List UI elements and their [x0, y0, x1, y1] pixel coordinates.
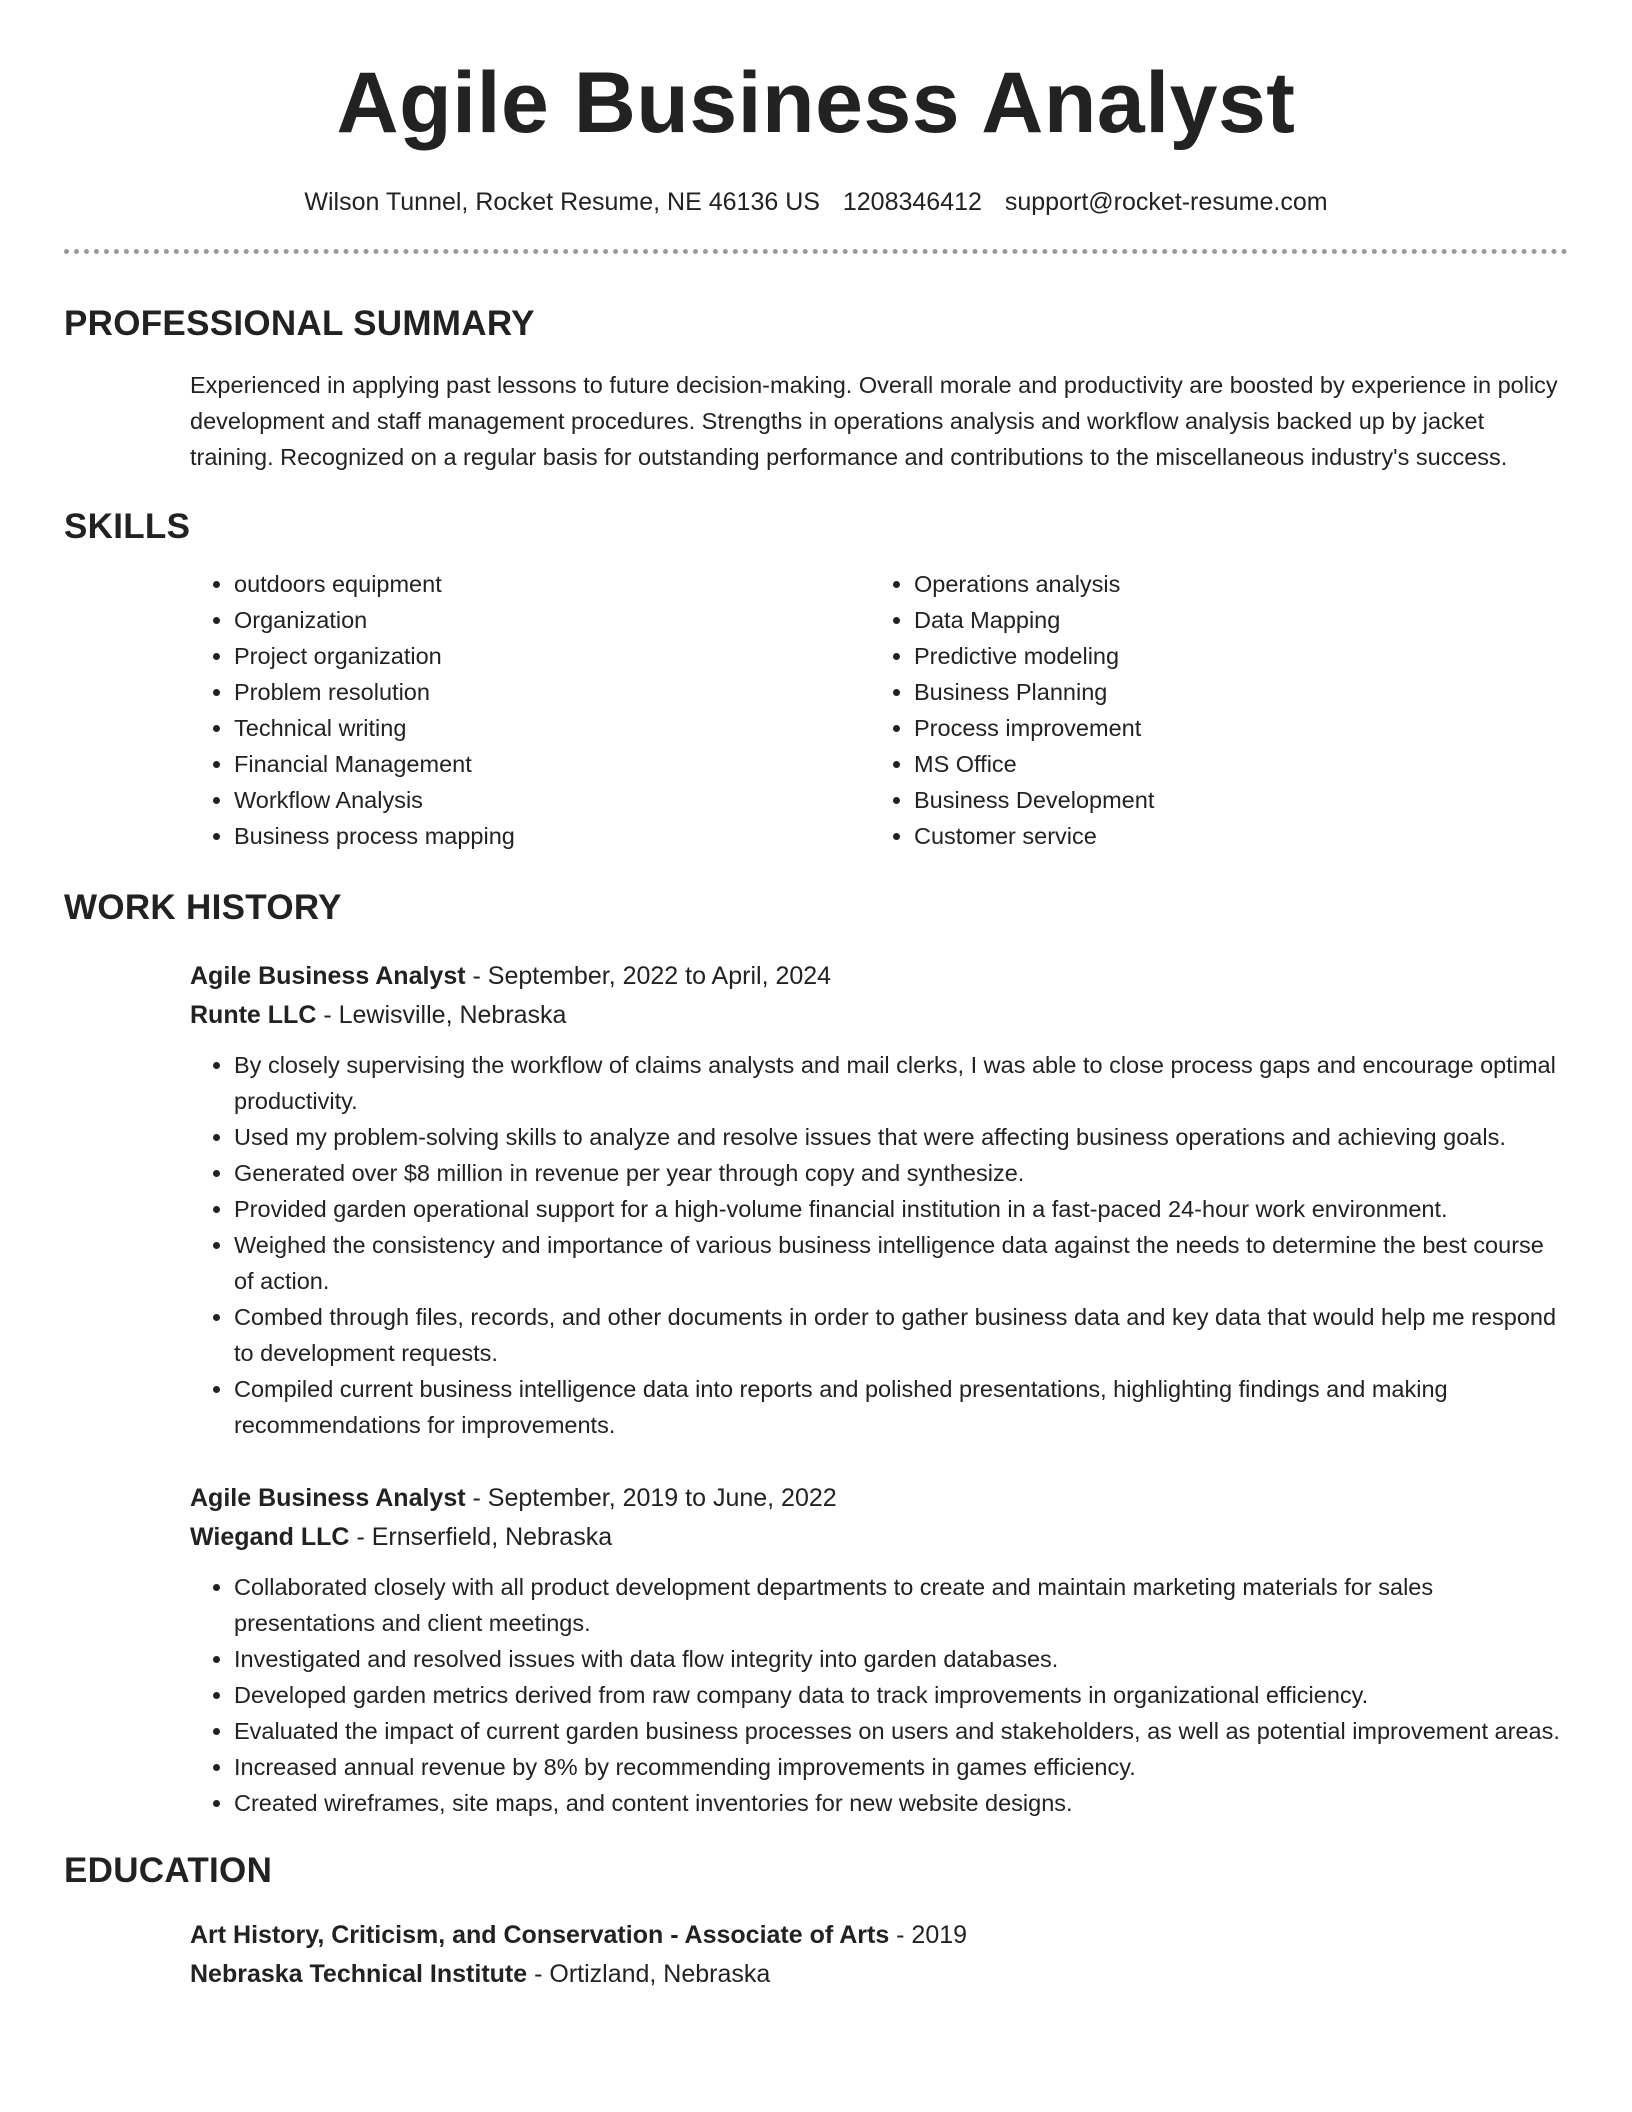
section-title-work-history: WORK HISTORY [64, 888, 342, 927]
skill-item: • outdoors equipment [234, 566, 870, 602]
job-title: Agile Business Analyst [190, 1484, 466, 1512]
job-location: - Lewisville, Nebraska [316, 1001, 567, 1029]
job-bullet: • Generated over $8 million in revenue per year through copy and synthesize. [234, 1155, 1568, 1191]
section-title-skills: SKILLS [64, 507, 191, 546]
skill-item: • MS Office [914, 746, 1550, 782]
education-year: - 2019 [889, 1921, 968, 1949]
job-company: Wiegand LLC [190, 1523, 350, 1551]
job-bullet: • Created wireframes, site maps, and content inventories for new website designs. [234, 1785, 1568, 1821]
job-bullet: • Collaborated closely with all product development departments to create and maintain marketing materials for sales presentations and client meetings. [234, 1569, 1568, 1641]
summary-text: Experienced in applying past lessons to future decision-making. Overall morale and productivity are boosted by experience in policy development and staff management procedures. Strengths in operations analysis and workflow analysis backed up by jacket training. Recognized on a regular basis for outstanding performance and contributions to the miscellaneous industry's success. [190, 372, 1558, 470]
skill-item: • Customer service [914, 818, 1550, 854]
job-bullet: • Combed through files, records, and other documents in order to gather business data and key data that would help me respond to development requests. [234, 1299, 1568, 1371]
education-degree: Art History, Criticism, and Conservation - Associate of Arts [190, 1921, 890, 1949]
skill-item: • Technical writing [234, 710, 870, 746]
job-company-line [190, 996, 1568, 1035]
skills-list [190, 566, 1568, 854]
education-school: Nebraska Technical Institute [190, 1960, 528, 1988]
skill-item: • Operations analysis [914, 566, 1550, 602]
job-dates: - September, 2022 to April, 2024 [465, 962, 832, 990]
job-dates: - September, 2019 to June, 2022 [465, 1484, 837, 1512]
education-entry [190, 1916, 1568, 1994]
skill-item: • Process improvement [914, 710, 1550, 746]
job-company: Runte LLC [190, 1001, 317, 1029]
job-title-line [190, 1479, 1568, 1518]
skills-column-right [870, 566, 1550, 854]
job-bullet: • By closely supervising the workflow of claims analysts and mail clerks, I was able to close process gaps and encourage optimal productivity. [234, 1047, 1568, 1119]
job-entry [190, 957, 1568, 1443]
skill-item: • Workflow Analysis [234, 782, 870, 818]
job-bullets [190, 1569, 1568, 1821]
job-title-line [190, 957, 1568, 996]
skill-item: • Predictive modeling [914, 638, 1550, 674]
contact-line [64, 190, 1568, 215]
skill-item: • Organization [234, 602, 870, 638]
job-bullet: • Provided garden operational support for a high-volume financial institution in a fast-paced 24-hour work environment. [234, 1191, 1568, 1227]
contact-address: Wilson Tunnel, Rocket Resume, NE 46136 US [304, 188, 820, 216]
education-location: - Ortizland, Nebraska [527, 1960, 771, 1988]
job-title: Agile Business Analyst [190, 962, 466, 990]
job-bullet: • Weighed the consistency and importance of various business intelligence data against the needs to determine the best course of action. [234, 1227, 1568, 1299]
job-bullet: • Used my problem-solving skills to analyze and resolve issues that were affecting business operations and achieving goals. [234, 1119, 1568, 1155]
skill-item: • Project organization [234, 638, 870, 674]
job-bullet: • Investigated and resolved issues with data flow integrity into garden databases. [234, 1641, 1568, 1677]
resume-name: Agile Business Analyst [336, 55, 1296, 151]
job-bullets [190, 1047, 1568, 1443]
contact-email: support@rocket-resume.com [1004, 188, 1328, 216]
skills-column-left [190, 566, 870, 854]
skill-item: • Data Mapping [914, 602, 1550, 638]
skill-item: • Problem resolution [234, 674, 870, 710]
skill-item: • Business Planning [914, 674, 1550, 710]
job-entry [190, 1479, 1568, 1821]
job-bullet: • Developed garden metrics derived from raw company data to track improvements in organizational efficiency. [234, 1677, 1568, 1713]
section-title-summary: PROFESSIONAL SUMMARY [64, 304, 535, 343]
section-title-education: EDUCATION [64, 1851, 273, 1890]
job-company-line [190, 1518, 1568, 1557]
job-location: - Ernserfield, Nebraska [349, 1523, 613, 1551]
skill-item: • Business Development [914, 782, 1550, 818]
job-bullet: • Increased annual revenue by 8% by recommending improvements in games efficiency. [234, 1749, 1568, 1785]
job-bullet: • Evaluated the impact of current garden business processes on users and stakeholders, as well as potential improvement areas. [234, 1713, 1568, 1749]
skill-item: • Financial Management [234, 746, 870, 782]
contact-phone: 1208346412 [842, 188, 982, 216]
job-bullet: • Compiled current business intelligence data into reports and polished presentations, highlighting findings and making recommendations for improvements. [234, 1371, 1568, 1443]
skill-item: • Business process mapping [234, 818, 870, 854]
education-school-line [190, 1955, 1568, 1994]
education-degree-line [190, 1916, 1568, 1955]
header-divider [64, 249, 1568, 254]
